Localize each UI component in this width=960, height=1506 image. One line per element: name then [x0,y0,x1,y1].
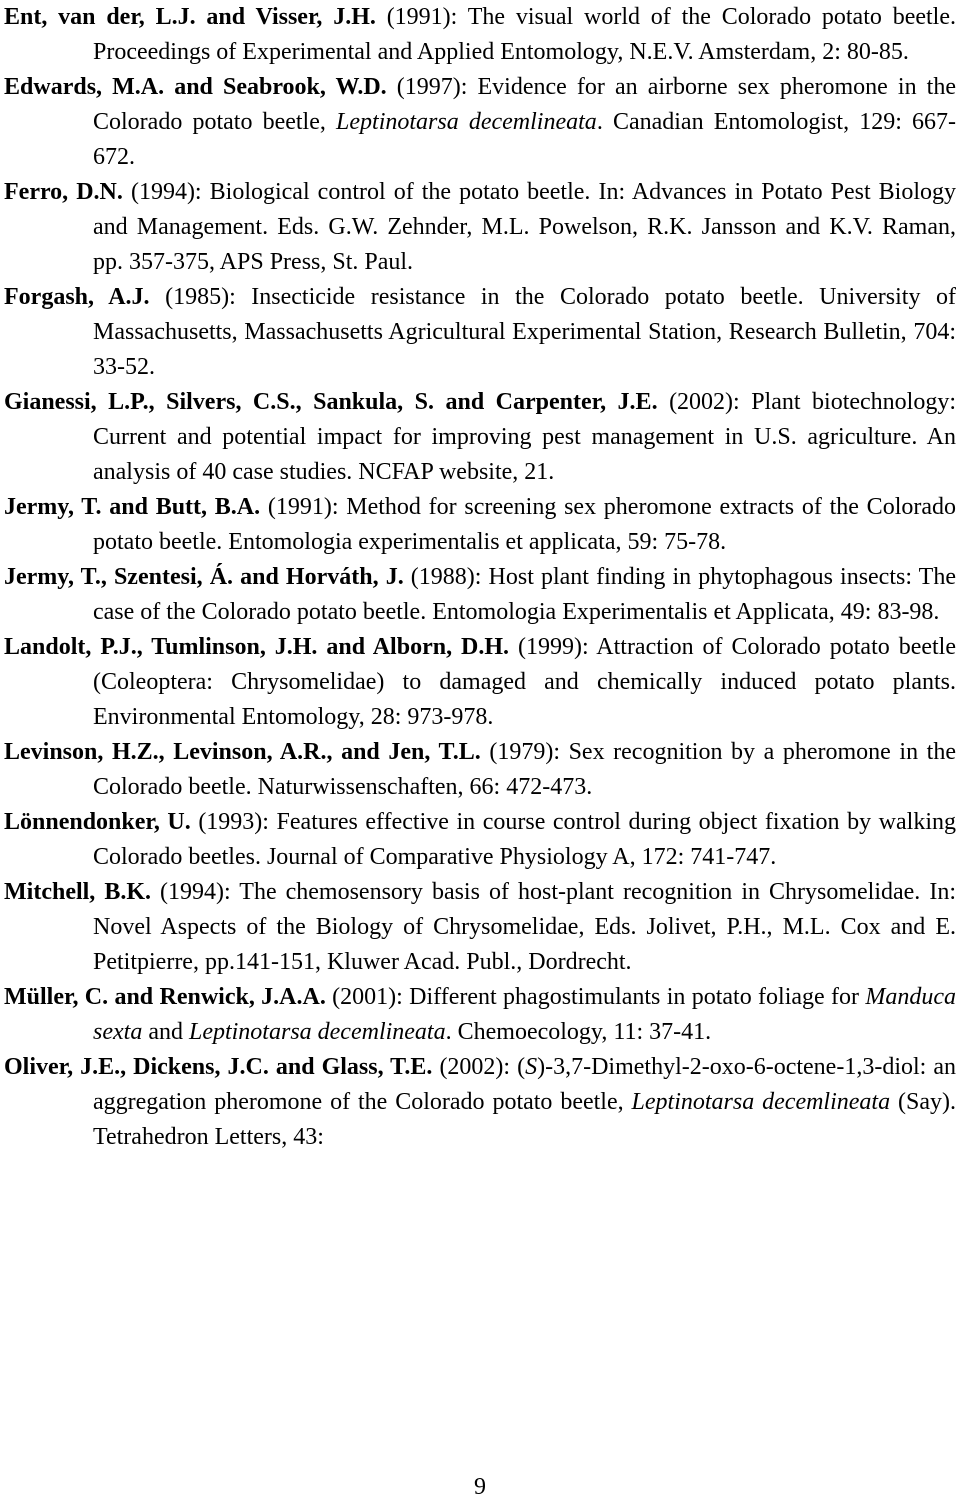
reference-text: . Chemoecology, 11: 37-41. [445,1019,712,1045]
reference-authors: Edwards, M.A. and Seabrook, W.D. [4,74,387,100]
reference-authors: Ferro, D.N. [4,179,123,205]
reference-authors: Müller, C. and Renwick, J.A.A. [4,984,326,1010]
reference-jermy-butt [4,490,956,560]
italic-text: S [525,1054,538,1080]
reference-jermy-szentesi [4,560,956,630]
reference-authors: Forgash, A.J. [4,284,150,310]
reference-text: )-3,7-Dimethyl-2-oxo-6-octene-1,3-diol: an aggregation pheromone of the Colorado potato beetle, [93,1054,956,1115]
reference-text: (1997): Evidence for an airborne sex pheromone in the Colorado potato beetle, [93,74,956,135]
reference-text: (1991): The visual world of the Colorado potato beetle. Proceedings of Experimental and Applied Entomology, N.E.V. Amsterdam, 2: 80-85. [93,4,956,65]
reference-text: (2002): ( [432,1054,526,1080]
reference-text: (1999): Attraction of Colorado potato beetle (Coleoptera: Chrysomelidae) to damaged and chemically induced potato plants. Environmental Entomology, 28: 973-978. [93,634,956,730]
reference-text: (1991): Method for screening sex pheromone extracts of the Colorado potato beetle. Entomologia experimentalis et applicata, 59: 75-78. [93,494,956,555]
italic-text: Leptinotarsa decemlineata [188,1019,446,1045]
reference-text: (Say). Tetrahedron Letters, 43: [93,1089,956,1150]
italic-text: Leptinotarsa decemlineata [336,109,597,135]
reference-text: (2001): Different phagostimulants in potato foliage for [325,984,866,1010]
page-number: 9 [474,1474,486,1500]
reference-text: (2002): Plant biotechnology: Current and potential impact for improving pest management in U.S. agriculture. An analysis of 40 case studies. NCFAP website, 21. [93,389,956,485]
reference-authors: Jermy, T., Szentesi, Á. and Horváth, J. [4,564,404,590]
reference-text: (1985): Insecticide resistance in the Colorado potato beetle. University of Massachusetts, Massachusetts Agricultural Experimental Station, Research Bulletin, 704: 33-52. [93,284,956,380]
reference-lonnendonker [4,805,956,875]
reference-ent [4,0,956,70]
reference-text: (1994): The chemosensory basis of host-plant recognition in Chrysomelidae. In: Novel Aspects of the Biology of Chrysomelidae, Eds. Jolivet, P.H., M.L. Cox and E. Petitpierre, pp.141-151, Kluwer Acad. Publ., Dordrecht. [93,879,956,975]
reference-authors: Levinson, H.Z., Levinson, A.R., and Jen, T.L. [4,739,481,765]
italic-text: Leptinotarsa decemlineata [631,1089,891,1115]
reference-text: (1988): Host plant finding in phytophagous insects: The case of the Colorado potato beetle. Entomologia Experimentalis et Applicata, 49: 83-98. [93,564,956,625]
reference-authors: Gianessi, L.P., Silvers, C.S., Sankula, S. and Carpenter, J.E. [4,389,658,415]
reference-ferro [4,175,956,280]
reference-edwards [4,70,956,175]
reference-text: (1979): Sex recognition by a pheromone in the Colorado beetle. Naturwissenschaften, 66: 472-473. [93,739,956,800]
reference-text: . Canadian Entomologist, 129: 667-672. [93,109,956,170]
reference-levinson [4,735,956,805]
reference-landolt [4,630,956,735]
reference-mitchell [4,875,956,980]
reference-text: and [142,1019,189,1045]
reference-authors: Ent, van der, L.J. and Visser, J.H. [4,4,376,30]
reference-authors: Mitchell, B.K. [4,879,152,905]
reference-authors: Lönnendonker, U. [4,809,191,835]
reference-list [4,0,956,1155]
reference-authors: Landolt, P.J., Tumlinson, J.H. and Alborn, D.H. [4,634,510,660]
reference-muller [4,980,956,1050]
reference-oliver [4,1050,956,1155]
reference-authors: Jermy, T. and Butt, B.A. [4,494,261,520]
italic-text: Manduca sexta [93,984,957,1045]
reference-gianessi [4,385,956,490]
reference-forgash [4,280,956,385]
reference-text: (1994): Biological control of the potato beetle. In: Advances in Potato Pest Biology and Management. Eds. G.W. Zehnder, M.L. Powelson, R.K. Jansson and K.V. Raman, pp. 357-375, APS Press, St. Paul. [93,179,957,275]
reference-authors: Oliver, J.E., Dickens, J.C. and Glass, T.E. [4,1054,433,1080]
reference-text: (1993): Features effective in course control during object fixation by walking Colorado beetles. Journal of Comparative Physiology A, 172: 741-747. [93,809,956,870]
